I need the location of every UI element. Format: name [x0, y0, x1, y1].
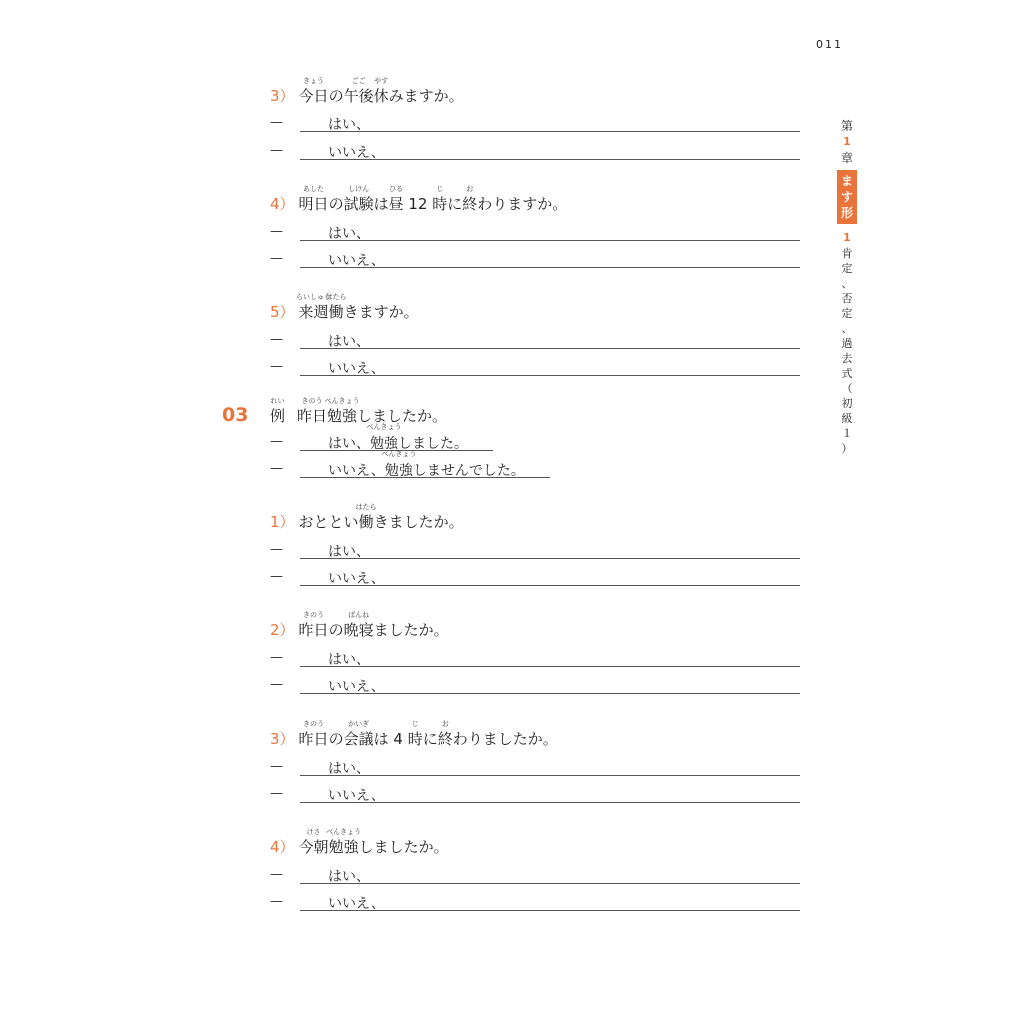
lesson-title-char: 否	[841, 292, 853, 305]
text: わりましたか。	[452, 730, 558, 748]
kanji: 昨日	[298, 730, 329, 748]
kanji: 勉強	[328, 838, 359, 856]
ruby: らいしゅう	[296, 293, 332, 301]
ruby: きょう	[303, 77, 325, 85]
ruby: れい	[270, 397, 285, 405]
kanji: 時	[407, 730, 423, 748]
question-number: 3）	[270, 730, 295, 748]
kanji: 昨日	[297, 407, 328, 425]
chapter-title-char: す	[840, 190, 853, 204]
answer-line-no[interactable]	[270, 783, 810, 805]
underline	[300, 221, 800, 241]
kanji: 昼	[388, 195, 404, 213]
answer-line-no[interactable]	[270, 566, 810, 588]
lesson-number: 1	[843, 231, 851, 244]
dash: —	[270, 759, 283, 774]
question-text	[270, 611, 449, 639]
text: の	[328, 87, 344, 105]
ruby: ばんね	[348, 611, 370, 619]
ruby: はたら	[325, 293, 347, 301]
example-question	[270, 397, 448, 425]
yes-label: はい、	[328, 761, 370, 777]
kanji: 昨日	[298, 621, 329, 639]
underline	[300, 864, 800, 884]
text: きますか。	[343, 303, 419, 321]
kanji: 働	[358, 513, 374, 531]
text: はい、	[328, 436, 370, 452]
text: に	[447, 195, 463, 213]
answer-line-yes[interactable]	[270, 756, 810, 778]
no-label: いいえ、	[328, 679, 385, 695]
question-text	[270, 293, 419, 321]
example-label: 例	[270, 407, 286, 425]
text: しましたか。	[358, 838, 449, 856]
dash: —	[270, 434, 283, 449]
kanji: 時	[432, 195, 448, 213]
ruby: しけん	[348, 185, 370, 193]
question-text	[270, 720, 558, 748]
chapter-number: 1	[843, 135, 851, 148]
underline	[300, 329, 800, 349]
kanji: 今朝	[298, 838, 329, 856]
example-answer-yes	[270, 423, 810, 453]
text: みますか。	[388, 87, 464, 105]
ruby: お	[466, 185, 474, 193]
ruby: きのう	[303, 720, 325, 728]
text: しました。	[398, 436, 468, 452]
answer-line-yes[interactable]	[270, 112, 810, 134]
text: の	[328, 730, 344, 748]
lesson-title-char: 式	[841, 367, 853, 380]
kanji: 試験	[343, 195, 374, 213]
text: 12	[403, 195, 433, 213]
ruby: べんきょう	[324, 397, 360, 405]
lesson-title-char: 、	[841, 322, 853, 335]
dash: —	[270, 115, 283, 130]
dash: —	[270, 569, 283, 584]
question-text	[270, 185, 568, 213]
no-label: いいえ、	[328, 571, 385, 587]
chapter-title-char: ま	[840, 174, 853, 188]
text: の	[328, 195, 344, 213]
kanji: 晩寝	[343, 621, 374, 639]
text: の	[328, 621, 344, 639]
text: いいえ、	[328, 463, 385, 479]
yes-label: はい、	[328, 226, 370, 242]
lesson-title-char: 定	[841, 307, 853, 320]
ruby: ひる	[389, 185, 404, 193]
ruby: べんきょう	[326, 828, 362, 836]
kanji: 働	[328, 303, 344, 321]
text: きましたか。	[373, 513, 464, 531]
no-label: いいえ、	[328, 253, 385, 269]
ruby: あした	[303, 185, 325, 193]
yes-label: はい、	[328, 334, 370, 350]
kanji: 終	[437, 730, 453, 748]
ruby: やす	[374, 77, 389, 85]
dash: —	[270, 786, 283, 801]
question-number: 3）	[270, 87, 295, 105]
chapter-suffix: 章	[840, 151, 853, 165]
yes-label: はい、	[328, 869, 370, 885]
section-number: 03	[222, 404, 249, 426]
dash: —	[270, 359, 283, 374]
question-text	[270, 77, 464, 105]
lesson-title-char: ）	[841, 442, 853, 455]
lesson-title-char: （	[841, 382, 853, 395]
dash: —	[270, 542, 283, 557]
example-answer-no	[270, 450, 810, 480]
page-number: 011	[816, 38, 843, 51]
text: わりますか。	[477, 195, 568, 213]
lesson-title-char: 級	[841, 412, 853, 425]
chapter-title-box	[837, 170, 857, 224]
kanji: 午後	[343, 87, 374, 105]
question-number: 2）	[270, 621, 295, 639]
question-number: 5）	[270, 303, 295, 321]
kanji: 会議	[343, 730, 374, 748]
lesson-title-char: １	[841, 427, 853, 440]
chapter-title-char: 形	[840, 206, 853, 220]
text: は 4	[373, 730, 408, 748]
kanji: 勉強	[384, 463, 413, 479]
no-label: いいえ、	[328, 896, 385, 912]
dash: —	[270, 677, 283, 692]
yes-label: はい、	[328, 544, 370, 560]
no-label: いいえ、	[328, 788, 385, 804]
underline	[300, 647, 800, 667]
ruby: じ	[436, 185, 444, 193]
kanji: 終	[462, 195, 478, 213]
lesson-title-char: 、	[841, 277, 853, 290]
chapter-side-tab	[836, 118, 858, 456]
dash: —	[270, 251, 283, 266]
kanji: 今日	[298, 87, 329, 105]
answer-line-yes[interactable]	[270, 864, 810, 886]
ruby: じ	[411, 720, 419, 728]
text: は	[373, 195, 389, 213]
text: ましたか。	[373, 621, 449, 639]
no-label: いいえ、	[328, 145, 385, 161]
question-number: 1）	[270, 513, 295, 531]
underline	[300, 756, 800, 776]
ruby: べんきょう	[381, 450, 417, 458]
answer-line-no[interactable]	[270, 356, 810, 378]
answer-line-yes[interactable]	[270, 539, 810, 561]
text: しましたか。	[357, 407, 448, 425]
ruby: お	[441, 720, 449, 728]
dash: —	[270, 894, 283, 909]
answer-line-no[interactable]	[270, 140, 810, 162]
dash: —	[270, 650, 283, 665]
dash: —	[270, 332, 283, 347]
kanji: 勉強	[327, 407, 358, 425]
dash: —	[270, 867, 283, 882]
question-text	[270, 828, 449, 856]
ruby: かいぎ	[348, 720, 370, 728]
kanji: 勉強	[370, 436, 398, 452]
text: しませんでした。	[412, 463, 525, 479]
kanji: 休	[373, 87, 389, 105]
ruby: ごご	[351, 77, 366, 85]
ruby: きのう	[301, 397, 323, 405]
dash: —	[270, 461, 283, 476]
question-text	[270, 503, 464, 531]
example-no-text	[328, 450, 525, 480]
underline	[300, 112, 800, 132]
ruby: きのう	[303, 611, 325, 619]
dash: —	[270, 224, 283, 239]
dash: —	[270, 143, 283, 158]
yes-label: はい、	[328, 652, 370, 668]
underline	[300, 539, 800, 559]
answer-line-yes[interactable]	[270, 329, 810, 351]
ruby: けさ	[306, 828, 321, 836]
answer-line-no[interactable]	[270, 674, 810, 696]
chapter-prefix: 第	[840, 119, 853, 133]
lesson-title-char: 去	[841, 352, 853, 365]
no-label: いいえ、	[328, 361, 385, 377]
question-number: 4）	[270, 195, 295, 213]
text: に	[422, 730, 438, 748]
kanji: 明日	[298, 195, 329, 213]
answer-line-no[interactable]	[270, 891, 810, 913]
answer-line-no[interactable]	[270, 248, 810, 270]
lesson-title-char: 定	[841, 262, 853, 275]
lesson-title-char: 初	[841, 397, 853, 410]
question-number: 4）	[270, 838, 295, 856]
yes-label: はい、	[328, 117, 370, 133]
answer-line-yes[interactable]	[270, 221, 810, 243]
kanji: 来週	[298, 303, 329, 321]
text: おととい	[298, 513, 359, 531]
lesson-title-char: 肯	[841, 247, 853, 260]
answer-line-yes[interactable]	[270, 647, 810, 669]
ruby: べんきょう	[366, 423, 402, 431]
ruby: はたら	[355, 503, 377, 511]
lesson-title-char: 過	[841, 337, 853, 350]
